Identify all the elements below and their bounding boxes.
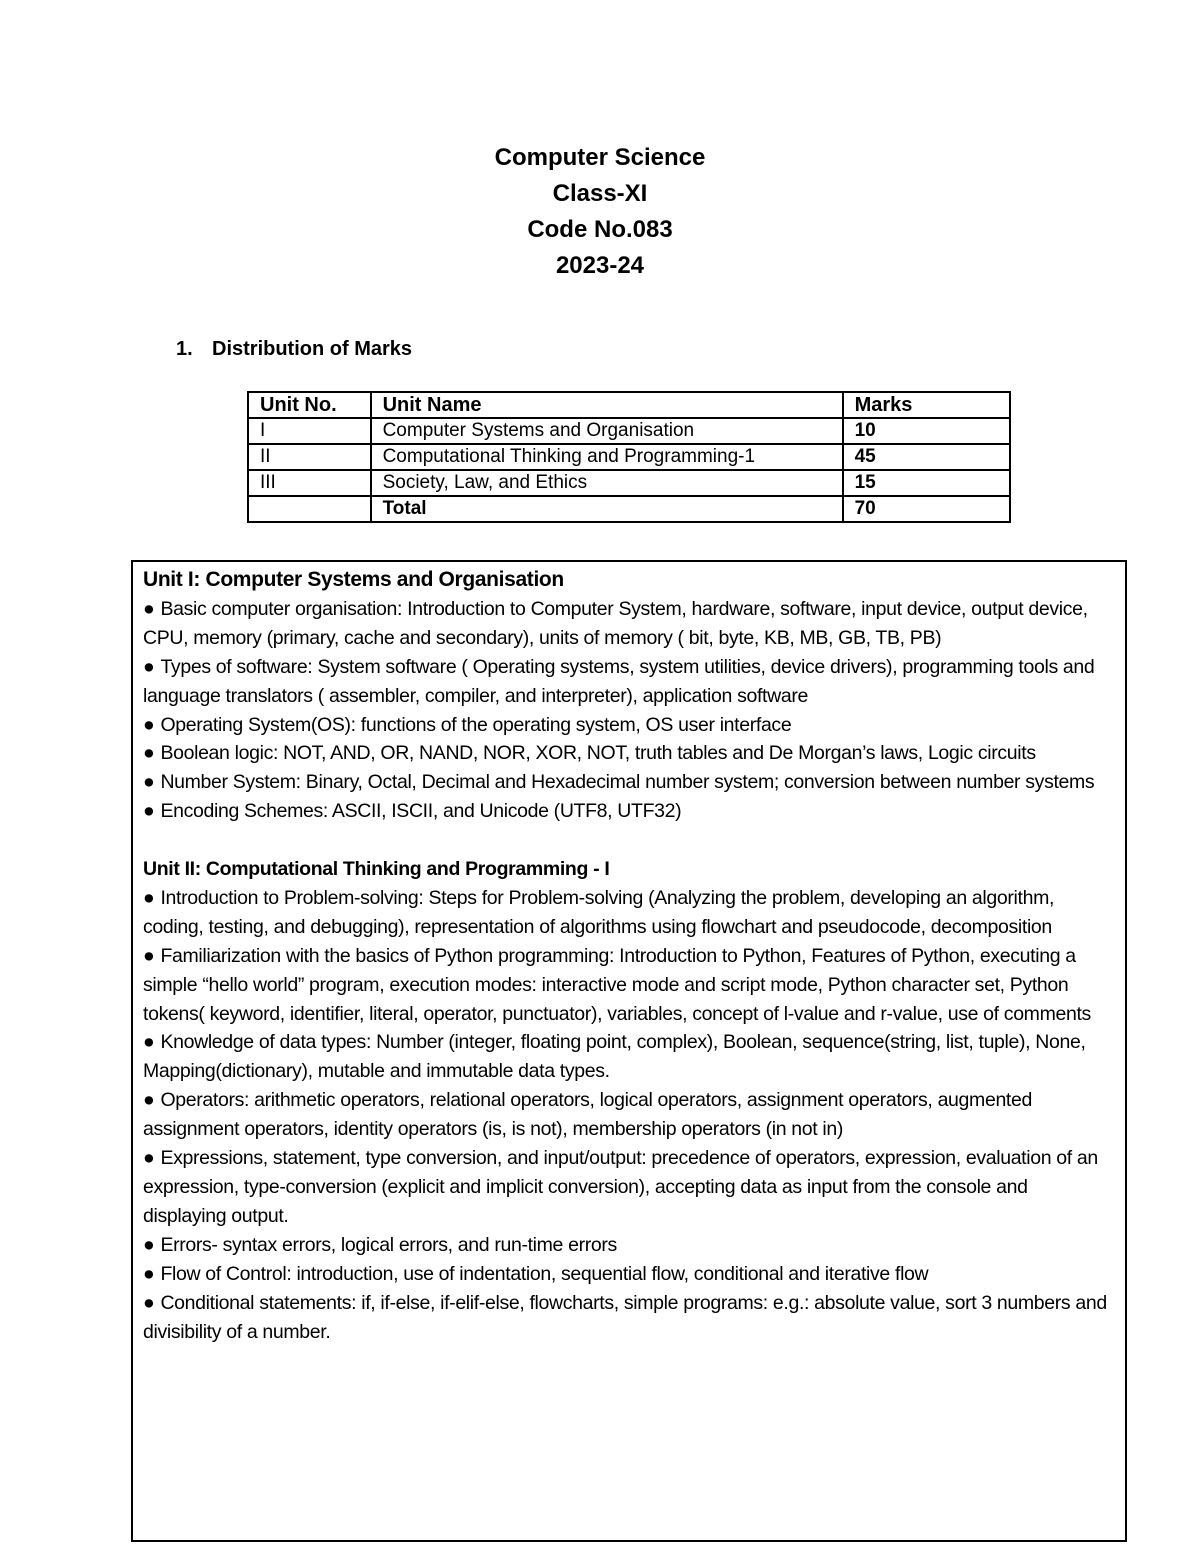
class-title: Class-XI xyxy=(552,180,648,207)
cell-name: Society, Law, and Ethics xyxy=(371,470,843,496)
item-text: Flow of Control: introduction, use of indentation, sequential flow, conditional and iterative flow xyxy=(160,1262,929,1285)
cell-name: Computer Systems and Organisation xyxy=(371,418,843,444)
list-item xyxy=(143,1289,1115,1347)
section-number: 1. xyxy=(176,338,193,360)
list-item xyxy=(143,595,1115,653)
bullet-icon: ● xyxy=(143,1089,155,1112)
item-text: Familiarization with the basics of Python programming: Introduction to Python, Features of Python, executing a simple “hello world” program, execution modes: interactive mode and script mode, Python character set, Python tokens( keyword, identifier, literal, operator, punctuator), variables, concept of l-value and r-value, use of comments xyxy=(143,944,1091,1025)
list-item xyxy=(143,797,1115,826)
bullet-icon: ● xyxy=(143,742,155,765)
header-unit-no: Unit No. xyxy=(248,392,371,418)
bullet-icon: ● xyxy=(143,713,155,736)
item-text: Operators: arithmetic operators, relational operators, logical operators, assignment operators, augmented assignment operators, identity operators (is, is not), membership operators (in not in) xyxy=(143,1089,1032,1141)
item-text: Conditional statements: if, if-else, if-elif-else, flowcharts, simple programs: e.g.: absolute value, sort 3 numbers and divisibility of a number. xyxy=(143,1291,1107,1343)
header-unit-name: Unit Name xyxy=(371,392,843,418)
table-total-row xyxy=(248,496,1010,522)
cell-name: Computational Thinking and Programming-1 xyxy=(371,444,843,470)
list-item xyxy=(143,1231,1115,1260)
list-item xyxy=(143,1028,1115,1086)
list-item xyxy=(143,768,1115,797)
spacer xyxy=(143,826,1115,855)
unit-1-title: Unit I: Computer Systems and Organisation xyxy=(143,568,564,591)
list-item xyxy=(143,884,1115,942)
header-marks: Marks xyxy=(843,392,1010,418)
list-item xyxy=(143,1260,1115,1289)
bullet-icon: ● xyxy=(143,1147,155,1170)
list-item xyxy=(143,653,1115,711)
unit-2-title: Unit II: Computational Thinking and Programming - I xyxy=(143,858,610,881)
bullet-icon: ● xyxy=(143,944,155,967)
cell-total-marks: 70 xyxy=(843,496,1010,522)
bullet-icon: ● xyxy=(143,1262,155,1285)
item-text: Knowledge of data types: Number (integer, floating point, complex), Boolean, sequence(string, list, tuple), None, Mapping(dictionary), mutable and immutable data types. xyxy=(143,1031,1086,1083)
table-row xyxy=(248,444,1010,470)
item-text: Basic computer organisation: Introduction to Computer System, hardware, software, input device, output device, CPU, memory (primary, cache and secondary), units of memory ( bit, byte, KB, MB, GB, TB, PB) xyxy=(143,597,1088,649)
item-text: Errors- syntax errors, logical errors, and run-time errors xyxy=(160,1233,617,1256)
subject-title: Computer Science xyxy=(494,144,706,171)
table-header-row xyxy=(248,392,1010,418)
item-text: Operating System(OS): functions of the operating system, OS user interface xyxy=(160,713,792,736)
bullet-icon: ● xyxy=(143,886,155,909)
bullet-icon: ● xyxy=(143,1031,155,1054)
item-text: Types of software: System software ( Operating systems, system utilities, device drivers), programming tools and language translators ( assembler, compiler, and interpreter), application software xyxy=(143,655,1095,707)
item-text: Encoding Schemes: ASCII, ISCII, and Unicode (UTF8, UTF32) xyxy=(160,800,682,823)
item-text: Expressions, statement, type conversion, and input/output: precedence of operators, expression, evaluation of an expression, type-conversion (explicit and implicit conversion), accepting data as input from the console and displaying output. xyxy=(143,1147,1098,1227)
cell-unit: II xyxy=(248,444,371,470)
cell-marks: 10 xyxy=(843,418,1010,444)
bullet-icon: ● xyxy=(143,771,155,794)
bullet-icon: ● xyxy=(143,1291,155,1314)
syllabus-box xyxy=(131,560,1127,1542)
list-item xyxy=(143,739,1115,768)
item-text: Introduction to Problem-solving: Steps for Problem-solving (Analyzing the problem, developing an algorithm, coding, testing, and debugging), representation of algorithms using flowchart and pseudocode, decomposition xyxy=(143,886,1055,938)
list-item xyxy=(143,942,1115,1029)
item-text: Number System: Binary, Octal, Decimal and Hexadecimal number system; conversion between number systems xyxy=(160,771,1095,794)
cell-unit: III xyxy=(248,470,371,496)
section-heading-distribution xyxy=(176,338,412,361)
bullet-icon: ● xyxy=(143,655,155,678)
cell-total-unit xyxy=(248,496,371,522)
marks-distribution-table xyxy=(247,391,1011,523)
list-item xyxy=(143,1144,1115,1231)
table-row xyxy=(248,418,1010,444)
table-row xyxy=(248,470,1010,496)
document-title-block xyxy=(0,140,1200,284)
bullet-icon: ● xyxy=(143,800,155,823)
cell-marks: 15 xyxy=(843,470,1010,496)
section-title: Distribution of Marks xyxy=(212,338,413,360)
year-title: 2023-24 xyxy=(555,252,645,279)
cell-unit: I xyxy=(248,418,371,444)
cell-total-label: Total xyxy=(371,496,843,522)
cell-marks: 45 xyxy=(843,444,1010,470)
code-title: Code No.083 xyxy=(527,216,673,243)
bullet-icon: ● xyxy=(143,597,155,620)
item-text: Boolean logic: NOT, AND, OR, NAND, NOR, XOR, NOT, truth tables and De Morgan’s laws, Logic circuits xyxy=(160,742,1036,765)
bullet-icon: ● xyxy=(143,1233,155,1256)
list-item xyxy=(143,1086,1115,1144)
list-item xyxy=(143,711,1115,740)
